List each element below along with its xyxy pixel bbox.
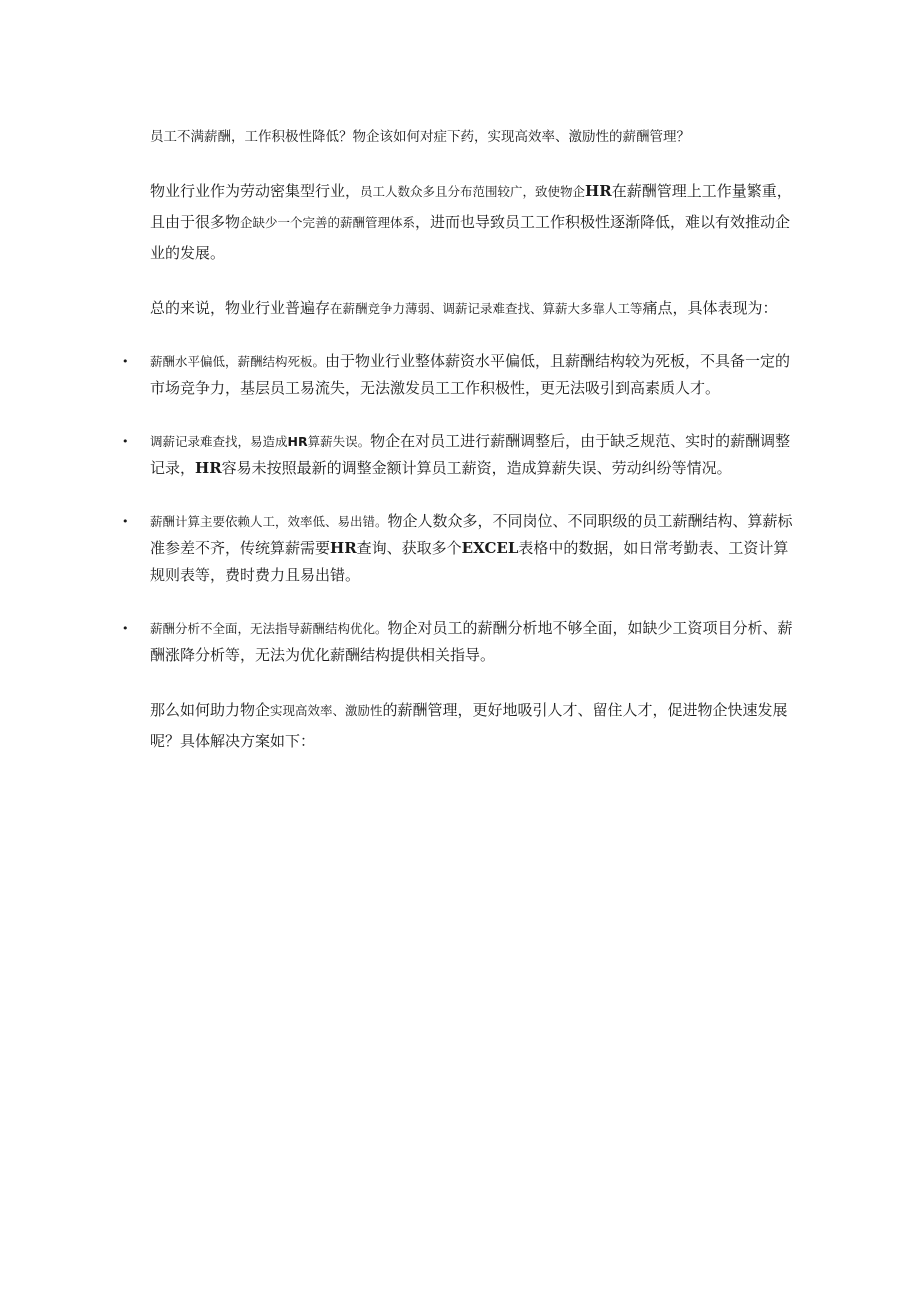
list-item-hr: HR [195,459,222,477]
document-body [122,124,795,781]
intro-text-6: ，进而也导致员工工作积极性逐渐降低，难以有效推动企业的发展。 [150,213,791,262]
closing-text-3: 的薪酬管理，更好地吸引人才、留住人才，促进物企快速发展呢？具体解决方案如下： [150,701,788,750]
intro-text-3: ，致使物企 [522,184,586,199]
list-item [122,428,795,482]
closing-paragraph [150,695,795,757]
pain-point-list [122,348,795,669]
list-item-text: 由于物业行业整体薪资水平偏低，且薪酬结构较为死板，不具备一定的市场竞争力，基层员工易流失，无法激发员工工作积极性，更无法吸引到高素质人才。 [150,352,791,397]
summary-text-3: 痛点，具体表现为： [642,299,778,317]
list-item-text-mid: 查询、获取多个 [356,539,462,557]
bullet-icon: • [122,435,129,448]
list-item [122,615,795,669]
list-item-text-end: 表格中的数据，如日常考勤表、工资计算规则表等，费时费力且易出错。 [150,539,789,584]
list-item-lead: 薪酬计算主要依赖人工，效率低、易出错。 [150,514,388,529]
summary-paragraph [150,293,795,324]
article-title: 员工不满薪酬，工作积极性降低？物企该如何对症下药，实现高效率、激励性的薪酬管理？ [150,129,690,145]
list-item-hr: HR [330,539,357,557]
list-item-lead-hr: HR [287,434,308,449]
list-item [122,348,795,402]
closing-text-2: 实现高效率、激励性 [270,703,383,718]
summary-text-2: 在薪酬竞争力薄弱、调薪记录难查找、算薪大多靠人工等 [330,301,643,316]
bullet-icon: • [122,515,129,528]
list-item-excel: EXCEL [461,539,519,557]
list-item-text: 物企人数众多，不同岗位、不同职级的员工薪酬结构、算薪标准参差不齐，传统算薪需要 [150,512,793,557]
intro-text-4: 在薪酬管理上工作量繁重，且由于很多物 [150,182,792,231]
list-item-text: 物企对员工的薪酬分析地不够全面，如缺少工资项目分析、薪酬涨降分析等，无法为优化薪酬结构提供相关指导。 [150,619,793,664]
summary-text-1: 总的来说，物业行业普遍存 [150,299,331,317]
closing-text-1: 那么如何助力物企 [150,701,271,719]
bullet-icon: • [122,355,129,368]
intro-paragraph [150,176,795,269]
list-item-lead: 调薪记录难查找，易造成 [150,434,288,449]
list-item-text: 物企在对员工进行薪酬调整后，由于缺乏规范、实时的薪酬调整记录， [150,432,791,477]
intro-text-5: 企缺少一个完善的薪酬管理体系 [240,215,416,230]
list-item-lead: 薪酬分析不全面，无法指导薪酬结构优化。 [150,621,388,636]
intro-text-1: 物业行业作为劳动密集型行业， [150,182,361,200]
list-item [122,508,795,589]
list-item-text-end: 容易未按照最新的调整金额计算员工薪资，造成算薪失误、劳动纠纷等情况。 [221,459,732,477]
intro-text-2: 员工人数众多且分布范围较广 [360,184,523,199]
intro-hr: HR [585,182,612,200]
list-item-lead-end: 算薪失误。 [307,434,371,449]
bullet-icon: • [122,622,129,635]
list-item-lead: 薪酬水平偏低，薪酬结构死板。 [150,354,326,369]
